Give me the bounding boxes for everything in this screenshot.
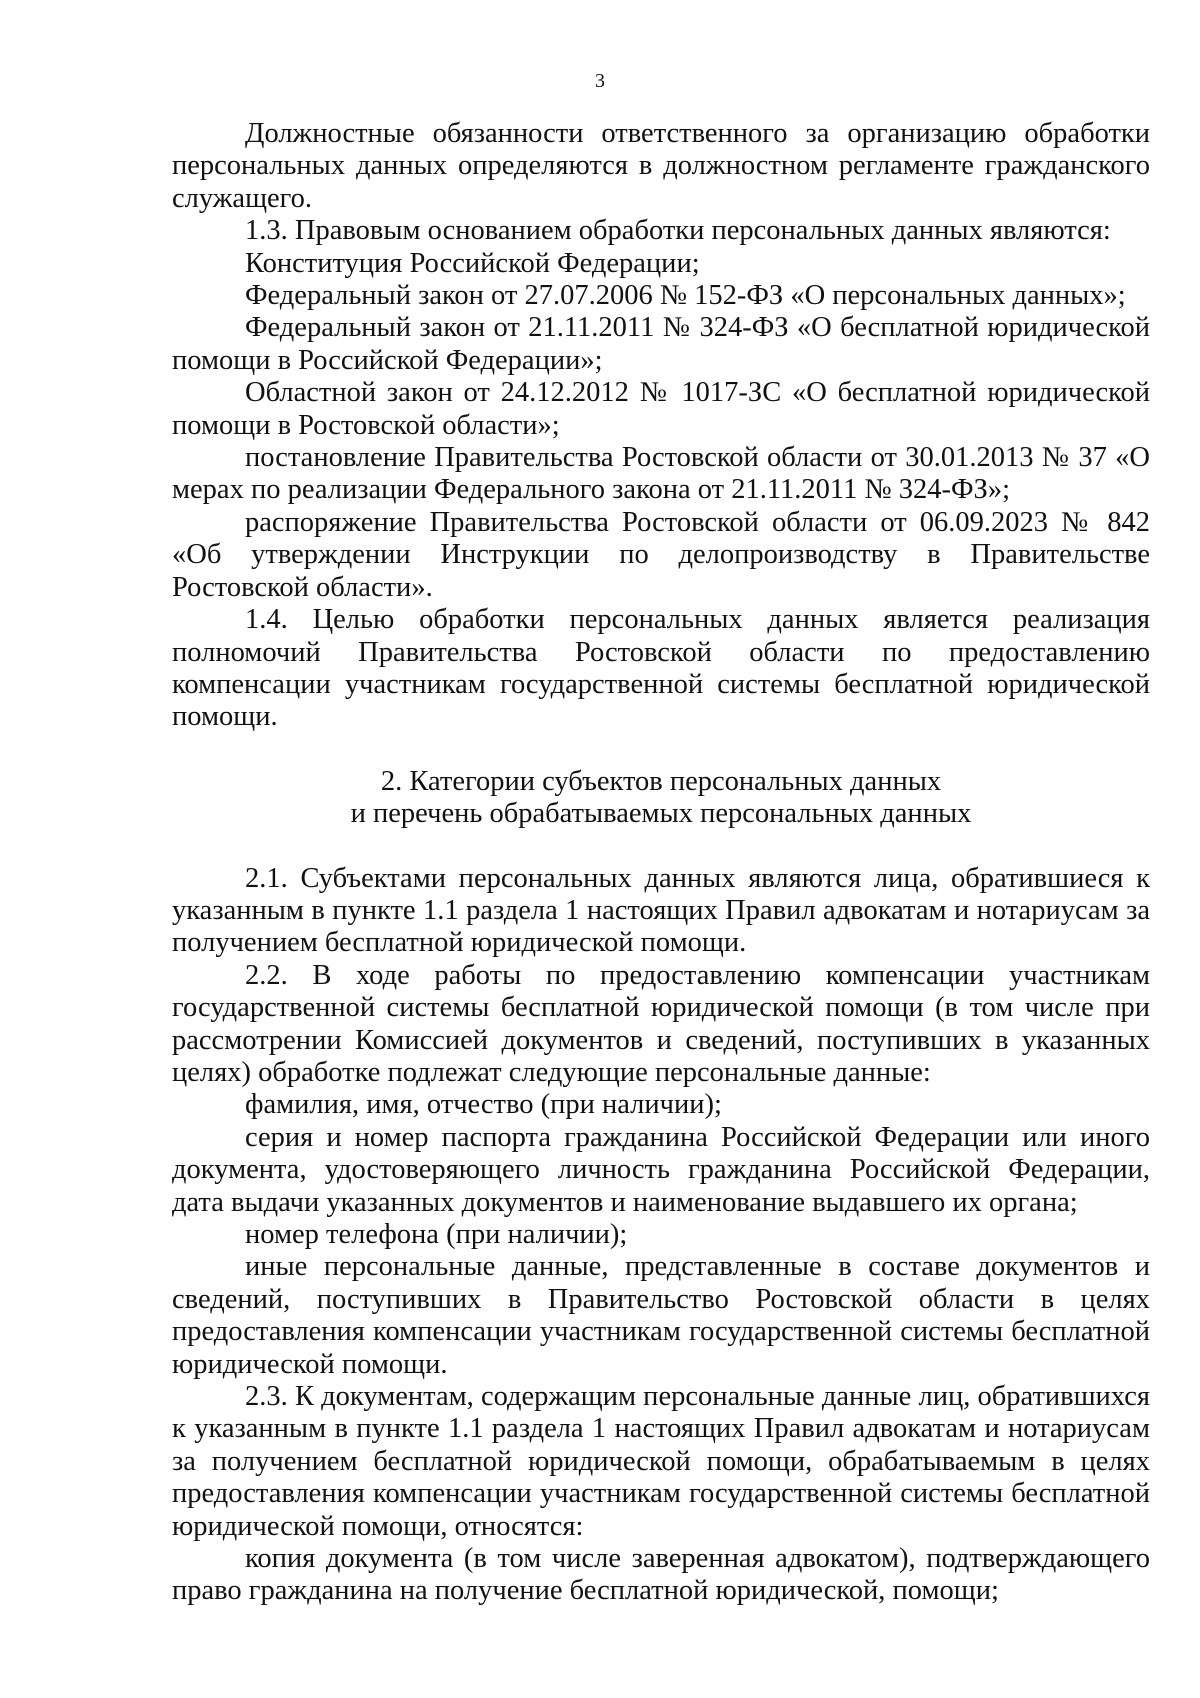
paragraph: серия и номер паспорта гражданина Российской Федерации или иного документа, удостоверяющего личность гражданина Российской Федерации, дата выдачи указанных документов и наименование выдавшего их органа;	[172, 1121, 1150, 1218]
paragraph: 1.4. Целью обработки персональных данных является реализация полномочий Правительства Ростовской области по предоставлению компенсации участникам государственной системы бесплатной юридической помощи.	[172, 604, 1150, 733]
paragraph: Областной закон от 24.12.2012 № 1017-ЗС «О бесплатной юридической помощи в Ростовской области»;	[172, 377, 1150, 441]
paragraph: 2.2. В ходе работы по предоставлению компенсации участникам государственной системы бесплатной юридической помощи (в том числе при рассмотрении Комиссией документов и сведений, поступивших в указанных целях) обработке подлежат следующие персональные данные:	[172, 959, 1150, 1088]
paragraph: фамилия, имя, отчество (при наличии);	[245, 1089, 722, 1121]
section-heading-line: 2. Категории субъектов персональных данных	[380, 765, 942, 797]
paragraph: 1.3. Правовым основанием обработки персональных данных являются:	[245, 215, 1111, 247]
paragraph: иные персональные данные, представленные в составе документов и сведений, поступивших в Правительство Ростовской области в целях предоставления компенсации участникам государственной системы бесплатной юридической помощи.	[172, 1251, 1150, 1380]
paragraph: распоряжение Правительства Ростовской области от 06.09.2023 № 842 «Об утверждении Инструкции по делопроизводству в Правительстве Ростовской области».	[172, 506, 1150, 603]
section-heading-line: и перечень обрабатываемых персональных данных	[350, 798, 972, 830]
paragraph: Должностные обязанности ответственного за организацию обработки персональных данных определяются в должностном регламенте гражданского служащего.	[172, 118, 1150, 214]
paragraph: 2.3. К документам, содержащим персональные данные лиц, обратившихся к указанным в пункте 1.1 раздела 1 настоящих Правил адвокатам и нотариусам за получением бесплатной юридической помощи, обрабатываемым в целях предоставления компенсации участникам государственной системы бесплатной юридической помощи, относятся:	[172, 1381, 1150, 1542]
section-heading	[172, 766, 1150, 831]
paragraph: Федеральный закон от 21.11.2011 № 324-ФЗ «О бесплатной юридической помощи в Российской Федерации»;	[172, 312, 1150, 376]
document-body	[172, 118, 1150, 1608]
paragraph: 2.1. Субъектами персональных данных являются лица, обратившиеся к указанным в пункте 1.1 раздела 1 настоящих Правил адвокатам и нотариусам за получением бесплатной юридической помощи.	[172, 862, 1150, 959]
paragraph: копия документа (в том числе заверенная адвокатом), подтверждающего право гражданина на получение бесплатной юридической, помощи;	[172, 1543, 1150, 1607]
paragraph: номер телефона (при наличии);	[245, 1219, 628, 1250]
page-number: 3	[595, 70, 605, 92]
paragraph: Федеральный закон от 27.07.2006 № 152-ФЗ «О персональных данных»;	[245, 280, 1126, 312]
paragraph: Конституция Российской Федерации;	[245, 247, 700, 279]
paragraph: постановление Правительства Ростовской области от 30.01.2013 № 37 «О мерах по реализации Федерального закона от 21.11.2011 № 324-ФЗ»;	[172, 442, 1150, 506]
